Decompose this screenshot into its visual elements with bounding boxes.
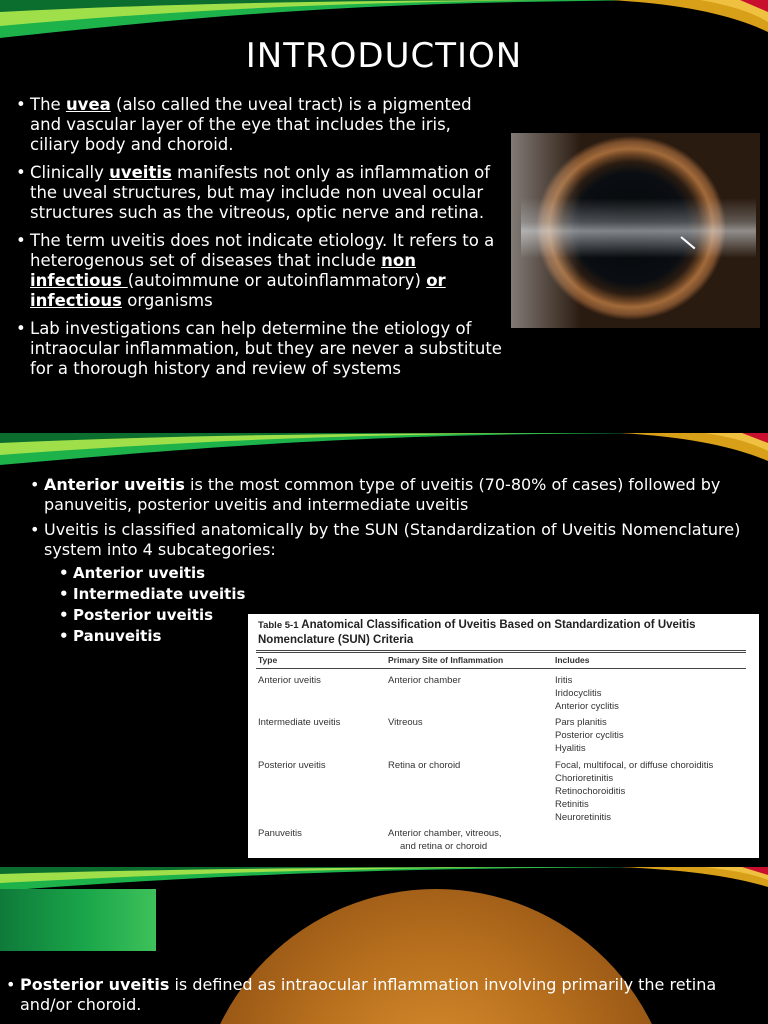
table-cell: Posterior cyclitis [555,730,624,741]
table-cell: Anterior chamber, vitreous, [388,828,502,839]
table-cell: Anterior uveitis [258,675,321,686]
bullet-lab-investigations: • Lab investigations can help determine the etiology of intraocular inflammation, but they are never a substitute for a thorough history and review of systems [14,319,504,379]
bullet-etiology: • The term uveitis does not indicate etiology. It refers to a heterogenous set of diseases that include non infectious (autoimmune or autoinflammatory) or infectious organisms [14,231,504,311]
table-header: Includes [555,655,590,665]
bullet-anterior-most-common: • Anterior uveitis is the most common type of uveitis (70-80% of cases) followed by panuveitis, posterior uveitis and intermediate uveitis [28,475,748,515]
table-cell: Posterior uveitis [258,760,326,771]
table-caption: Table 5-1 Anatomical Classification of Uveitis Based on Standardization of Uveitis Nomenclature (SUN) Criteria [258,619,696,646]
decorative-green-bar [0,889,156,951]
sun-classification-table [248,614,759,858]
decorative-swoosh [0,867,768,891]
table-cell: Anterior cyclitis [555,701,619,712]
intro-bullet-list [14,95,504,387]
subcategory-item: • Intermediate uveitis [57,584,245,605]
subcategory-item: • Panuveitis [57,626,245,647]
subcategory-item: • Posterior uveitis [57,605,245,626]
table-header: Type [258,655,278,665]
decorative-swoosh [0,0,768,40]
table-cell: Chorioretinitis [555,773,614,784]
decorative-swoosh [0,433,768,467]
table-header: Primary Site of Inflammation [388,655,504,665]
table-cell: Focal, multifocal, or diffuse choroiditis [555,760,714,771]
table-cell: Retina or choroid [388,760,461,771]
subcategory-list [57,563,245,647]
table-cell: Vitreous [388,717,423,728]
table-cell: Iridocyclitis [555,688,602,699]
subcategory-item: • Anterior uveitis [57,563,245,584]
table-cell: Hyalitis [555,743,586,754]
classification-bullet-list [28,475,748,565]
slide-posterior-uveitis [0,867,768,1024]
bullet-posterior-definition: • Posterior uveitis is defined as intraocular inflammation involving primarily the retina and/or choroid. [4,975,764,1015]
table-cell: Intermediate uveitis [258,717,341,728]
table-cell: Retinitis [555,799,589,810]
table-cell: and retina or choroid [400,841,488,852]
slide-title: INTRODUCTION [245,36,523,76]
table-cell: Iritis [555,675,573,686]
table-cell: Neuroretinitis [555,812,611,823]
table-cell: Panuveitis [258,828,302,839]
slide-classification [0,433,768,865]
bullet-uvea: • The uvea (also called the uveal tract) is a pigmented and vascular layer of the eye that includes the iris, ciliary body and choroid. [14,95,504,155]
slide-introduction [0,0,768,430]
posterior-bullet-list [4,975,764,1015]
table-cell: Anterior chamber [388,675,461,686]
slit-lamp-eye-photo [511,133,760,328]
bullet-uveitis: • Clinically uveitis manifests not only as inflammation of the uveal structures, but may include non uveal ocular structures such as the vitreous, optic nerve and retina. [14,163,504,223]
table-cell: Retinochoroiditis [555,786,626,797]
bullet-sun-system: • Uveitis is classified anatomically by the SUN (Standardization of Uveitis Nomenclature) system into 4 subcategories: [28,520,748,560]
table-cell: Pars planitis [555,717,607,728]
